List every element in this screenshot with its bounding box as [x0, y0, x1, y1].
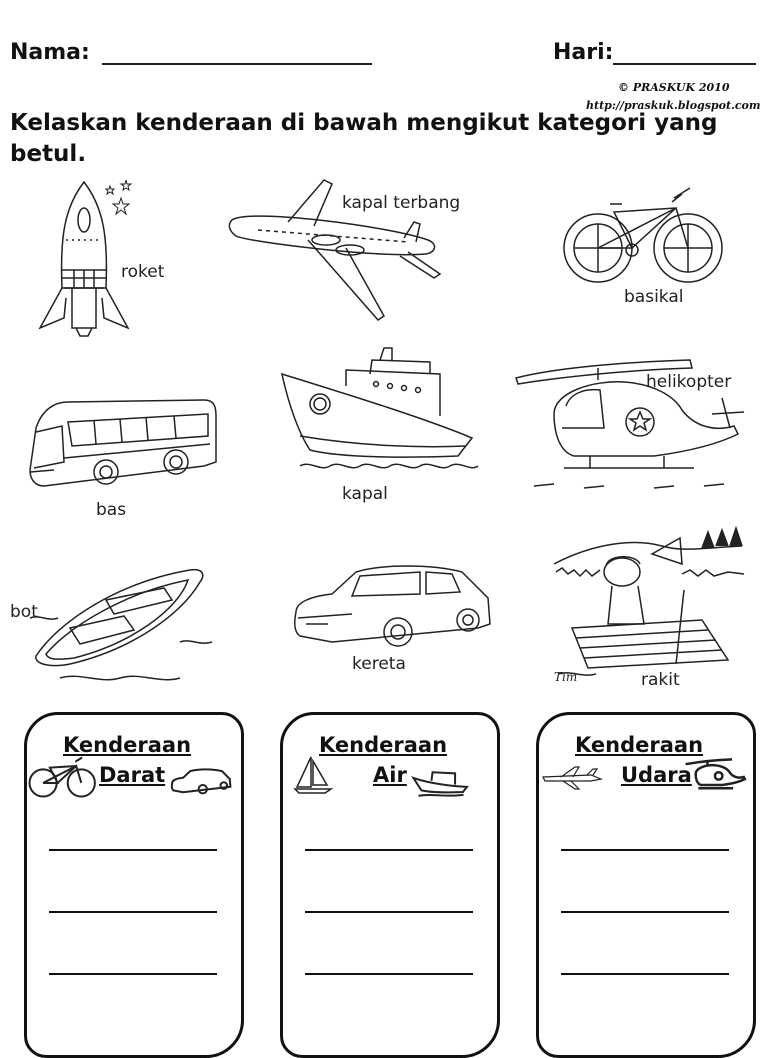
- category-title-line1: Kenderaan: [575, 733, 704, 757]
- name-field-line[interactable]: [102, 63, 372, 65]
- category-title-line2: Udara: [621, 763, 692, 787]
- ship-icon: [280, 346, 480, 481]
- vehicle-label-bot: bot: [10, 602, 38, 622]
- answer-line[interactable]: [561, 973, 729, 975]
- category-title-line1: Kenderaan: [63, 733, 192, 757]
- category-title-line2: Darat: [99, 763, 166, 787]
- category-box-darat: [24, 712, 244, 1058]
- sailboat-icon: [293, 755, 333, 795]
- answer-line[interactable]: [561, 911, 729, 913]
- category-title-line1: Kenderaan: [319, 733, 448, 757]
- jet-icon: [541, 765, 603, 789]
- vehicle-label-roket: roket: [121, 262, 165, 282]
- vehicle-label-rakit: rakit: [641, 670, 680, 690]
- bus-icon: [24, 392, 219, 492]
- bicycle-icon: [560, 184, 725, 284]
- stars-icon: [104, 178, 136, 214]
- answer-line[interactable]: [49, 973, 217, 975]
- ship-icon: [403, 761, 479, 799]
- raft-icon: [552, 524, 747, 684]
- vehicle-label-basikal: basikal: [624, 287, 684, 307]
- raft-signature: Tim: [554, 670, 578, 684]
- vehicle-label-kapal-terbang: kapal terbang: [342, 193, 461, 213]
- answer-line[interactable]: [305, 973, 473, 975]
- car-icon: [171, 767, 231, 797]
- name-label: Nama:: [10, 40, 90, 65]
- day-field-line[interactable]: [613, 63, 756, 65]
- answer-line[interactable]: [49, 911, 217, 913]
- answer-line[interactable]: [305, 849, 473, 851]
- answer-line[interactable]: [49, 849, 217, 851]
- instruction-text: Kelaskan kenderaan di bawah mengikut kategori yang betul.: [10, 110, 718, 167]
- car-icon: [292, 562, 492, 654]
- vehicle-label-kereta: kereta: [352, 654, 406, 674]
- category-box-udara: [536, 712, 756, 1058]
- bicycle-icon: [27, 755, 97, 799]
- vehicle-label-helikopter: helikopter: [646, 372, 732, 392]
- answer-line[interactable]: [561, 849, 729, 851]
- copyright-text: © PRASKUK 2010: [618, 81, 730, 94]
- day-label: Hari:: [553, 40, 614, 65]
- vehicle-label-bas: bas: [96, 500, 127, 520]
- helicopter-icon: [685, 755, 747, 799]
- category-box-air: [280, 712, 500, 1058]
- credit-url: http://praskuk.blogspot.com: [586, 99, 761, 112]
- vehicle-label-kapal: kapal: [342, 484, 388, 504]
- category-title-line2: Air: [373, 763, 407, 787]
- answer-line[interactable]: [305, 911, 473, 913]
- boat-icon: [30, 560, 215, 688]
